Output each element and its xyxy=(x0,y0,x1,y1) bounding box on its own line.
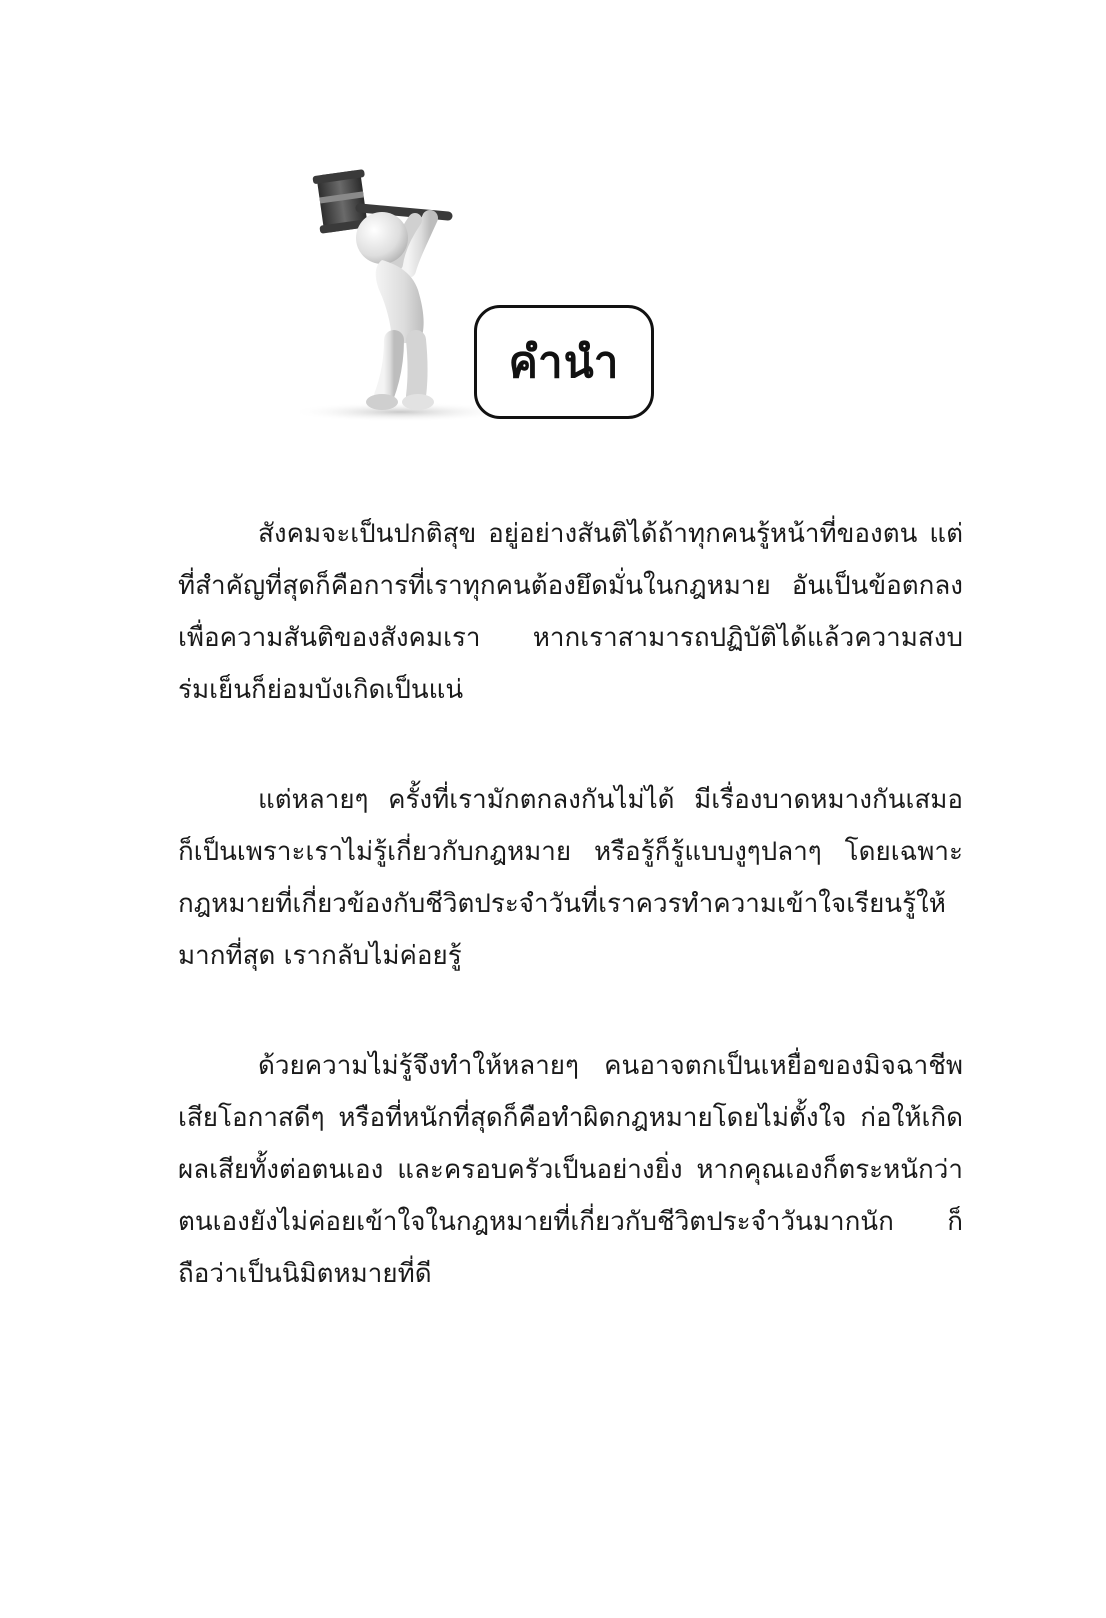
paragraph-2: แต่หลายๆ ครั้งที่เรามักตกลงกันไม่ได้ มีเรื่องบาดหมางกันเสมอ ก็เป็นเพราะเราไม่รู้เกี่ยวกับกฎหมาย หรือรู้ก็รู้แบบงูๆปลาๆ โดยเฉพาะกฎหมายที่เกี่ยวข้องกับชีวิตประจำวันที่เราควรทำความเข้าใจเรียนรู้ให้มากที่สุด เรากลับไม่ค่อยรู้ xyxy=(178,785,963,971)
body-text xyxy=(178,508,963,1358)
figure-with-gavel-icon xyxy=(300,160,500,440)
title-box xyxy=(474,305,654,419)
page-title: คำนำ xyxy=(508,337,620,388)
paragraph-3: ด้วยความไม่รู้จึงทำให้หลายๆ คนอาจตกเป็นเหยื่อของมิจฉาชีพ เสียโอกาสดีๆ หรือที่หนักที่สุดก็คือทำผิดกฎหมายโดยไม่ตั้งใจ ก่อให้เกิดผลเสียทั้งต่อตนเอง และครอบครัวเป็นอย่างยิ่ง หากคุณเองก็ตระหนักว่าตนเองยังไม่ค่อยเข้าใจในกฎหมายที่เกี่ยวกับชีวิตประจำวันมากนัก ก็ถือว่าเป็นนิมิตหมายที่ดี xyxy=(178,1051,963,1289)
paragraph-1: สังคมจะเป็นปกติสุข อยู่อย่างสันติได้ถ้าทุกคนรู้หน้าที่ของตน แต่ที่สำคัญที่สุดก็คือการที่เราทุกคนต้องยึดมั่นในกฎหมาย อันเป็นข้อตกลงเพื่อความสันติของสังคมเรา หากเราสามารถปฏิบัติได้แล้วความสงบร่มเย็นก็ย่อมบังเกิดเป็นแน่ xyxy=(178,519,963,705)
